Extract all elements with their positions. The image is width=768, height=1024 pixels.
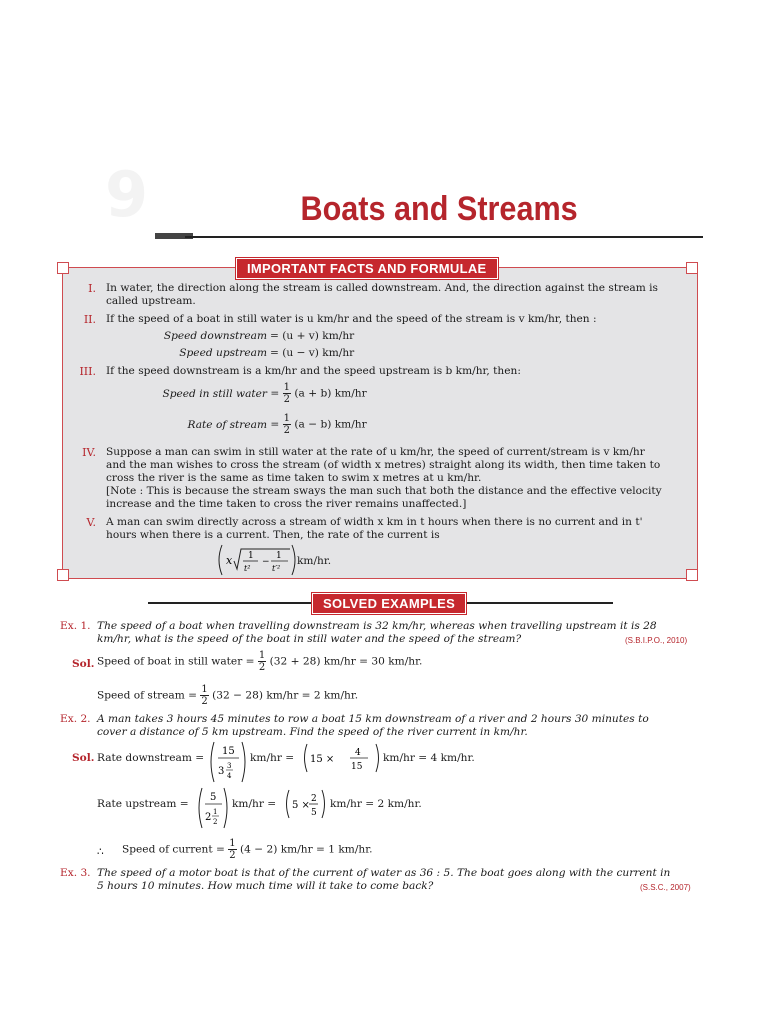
formula-label: Rate of stream	[187, 418, 267, 431]
example-label: Ex. 1.	[60, 620, 91, 632]
fact-item-5	[106, 516, 696, 542]
equals: =	[270, 418, 280, 431]
current-rate-formula	[214, 543, 354, 577]
example-label: Ex. 3.	[60, 867, 91, 879]
formula-label: Speed in still water	[162, 387, 267, 400]
step-result: (4 − 2) km/hr = 1 km/hr.	[240, 843, 373, 856]
example-label: Ex. 2.	[60, 713, 91, 725]
question-line: km/hr, what is the speed of the boat in still water and the speed of the stream?	[97, 633, 522, 645]
formula-value: = (u + v) km/hr	[270, 330, 355, 342]
svg-text:4: 4	[227, 772, 232, 780]
svg-text:1: 1	[248, 551, 254, 561]
svg-text:4: 4	[355, 748, 361, 758]
fraction: $\frac{1}{2}$	[258, 650, 266, 673]
fact-item-3: If the speed downstream is a km/hr and the speed upstream is b km/hr, then:	[106, 365, 521, 377]
svg-text:3: 3	[218, 766, 225, 777]
solution-label: Sol.	[72, 752, 95, 764]
solution-step	[122, 838, 373, 866]
svg-text:2: 2	[311, 794, 317, 804]
question-line: The speed of a motor boat is that of the current of water as 36 : 5. The boat goes along with the current in	[97, 867, 671, 879]
example-source: (S.S.C., 2007)	[640, 883, 691, 892]
svg-text:−: −	[262, 557, 270, 567]
formula-rate-of-stream	[120, 413, 420, 436]
box-corner-tl	[57, 262, 69, 274]
item-number: V.	[86, 516, 96, 529]
solved-heading: SOLVED EXAMPLES	[312, 593, 466, 614]
downstream-fraction	[208, 740, 248, 784]
example-1-question	[97, 620, 707, 646]
formula-value: = (u − v) km/hr	[270, 347, 355, 359]
svg-text:t′²: t′²	[272, 564, 281, 573]
fact-line: cross the river is the same as time taken to swim x metres at u km/hr.	[106, 472, 482, 484]
fact-item-2: If the speed of a boat in still water is u km/hr and the speed of the stream is v km/hr, then :	[106, 313, 597, 325]
svg-text:5: 5	[311, 808, 317, 818]
svg-text:5 ×: 5 ×	[292, 800, 310, 811]
fact-line: hours when there is a current. Then, the rate of the current is	[106, 529, 440, 541]
item-number: I.	[88, 282, 96, 295]
svg-text:1: 1	[213, 808, 218, 816]
svg-text:t²: t²	[244, 564, 251, 573]
title-rule	[185, 236, 703, 238]
chapter-number-watermark: 9	[105, 158, 149, 231]
facts-heading: IMPORTANT FACTS AND FORMULAE	[236, 258, 498, 279]
svg-text:5: 5	[210, 792, 217, 803]
question-line: cover a distance of 5 km upstream. Find the speed of the river current in km/hr.	[97, 726, 528, 738]
fact-line: and the man wishes to cross the stream (of width x metres) straight along its width, then time taken to	[106, 459, 661, 471]
fraction: $\frac{1}{2}$	[201, 684, 208, 707]
box-corner-tr	[686, 262, 698, 274]
therefore-symbol: ∴	[97, 846, 104, 858]
example-3-question	[97, 867, 707, 893]
step-text: Speed of current =	[122, 843, 225, 856]
solution-step	[97, 650, 422, 678]
fact-item-1	[106, 282, 690, 308]
step-result: (32 − 28) km/hr = 2 km/hr.	[212, 689, 359, 702]
solution-step	[97, 684, 358, 712]
step-result: km/hr = 4 km/hr.	[383, 752, 475, 764]
step-text: Speed of stream =	[97, 689, 198, 702]
downstream-product	[302, 742, 382, 774]
svg-text:2: 2	[213, 818, 218, 826]
radical-expression	[214, 543, 354, 577]
svg-text:3: 3	[227, 762, 232, 770]
fraction: $\frac{1}{2}$	[229, 838, 236, 861]
upstream-product	[284, 788, 328, 820]
svg-text:x: x	[226, 554, 233, 567]
rate-downstream-label: Rate downstream =	[97, 752, 205, 764]
fact-line: Suppose a man can swim in still water at the rate of u km/hr, the speed of current/stream is v km/hr	[106, 446, 645, 458]
formula-value: (a + b) km/hr	[294, 387, 367, 400]
upstream-fraction	[196, 786, 230, 830]
formula-label: Speed downstream	[163, 330, 267, 342]
svg-text:15: 15	[222, 746, 235, 757]
question-line: 5 hours 10 minutes. How much time will it take to come back?	[97, 880, 434, 892]
fact-line: In water, the direction along the stream is called downstream. And, the direction against the stream is	[106, 282, 658, 294]
svg-text:15 ×: 15 ×	[310, 754, 335, 765]
current-rate-unit: km/hr.	[297, 555, 332, 567]
step-text: Speed of boat in still water =	[97, 655, 255, 668]
fact-note: increase and the time taken to cross the river remains unaffected.]	[106, 498, 467, 510]
solution-label: Sol.	[72, 658, 95, 670]
box-corner-br	[686, 569, 698, 581]
fact-note: [Note : This is because the stream sways the man such that both the distance and the effective velocity	[106, 485, 662, 497]
rate-upstream-label: Rate upstream =	[97, 798, 189, 810]
fraction: $\frac{1}{2}$	[283, 413, 291, 436]
question-line: The speed of a boat when travelling downstream is 32 km/hr, whereas when travelling upstream it is 28	[97, 620, 657, 632]
step-text: km/hr =	[232, 798, 277, 810]
formula-still-water	[120, 382, 420, 405]
example-source: (S.B.I.P.O., 2010)	[625, 636, 688, 645]
item-number: II.	[83, 313, 96, 326]
formula-label: Speed upstream	[179, 347, 267, 359]
step-result: km/hr = 2 km/hr.	[330, 798, 422, 810]
box-corner-bl	[57, 569, 69, 581]
item-number: IV.	[82, 446, 96, 459]
step-text: km/hr =	[250, 752, 295, 764]
example-2-question	[97, 713, 707, 739]
fact-line: A man can swim directly across a stream of width x km in t hours when there is no current and in t'	[106, 516, 643, 528]
item-number: III.	[79, 365, 96, 378]
formula-value: (a − b) km/hr	[294, 418, 367, 431]
fact-line: called upstream.	[106, 295, 196, 307]
chapter-title: Boats and Streams	[300, 190, 578, 228]
svg-text:1: 1	[276, 551, 282, 561]
fraction: $\frac{1}{2}$	[283, 382, 291, 405]
svg-text:2: 2	[205, 812, 212, 823]
svg-text:15: 15	[351, 762, 363, 772]
question-line: A man takes 3 hours 45 minutes to row a boat 15 km downstream of a river and 2 hours 30 minutes to	[97, 713, 649, 725]
equals: =	[270, 387, 280, 400]
fact-item-4	[106, 446, 696, 511]
step-result: (32 + 28) km/hr = 30 km/hr.	[269, 655, 423, 668]
